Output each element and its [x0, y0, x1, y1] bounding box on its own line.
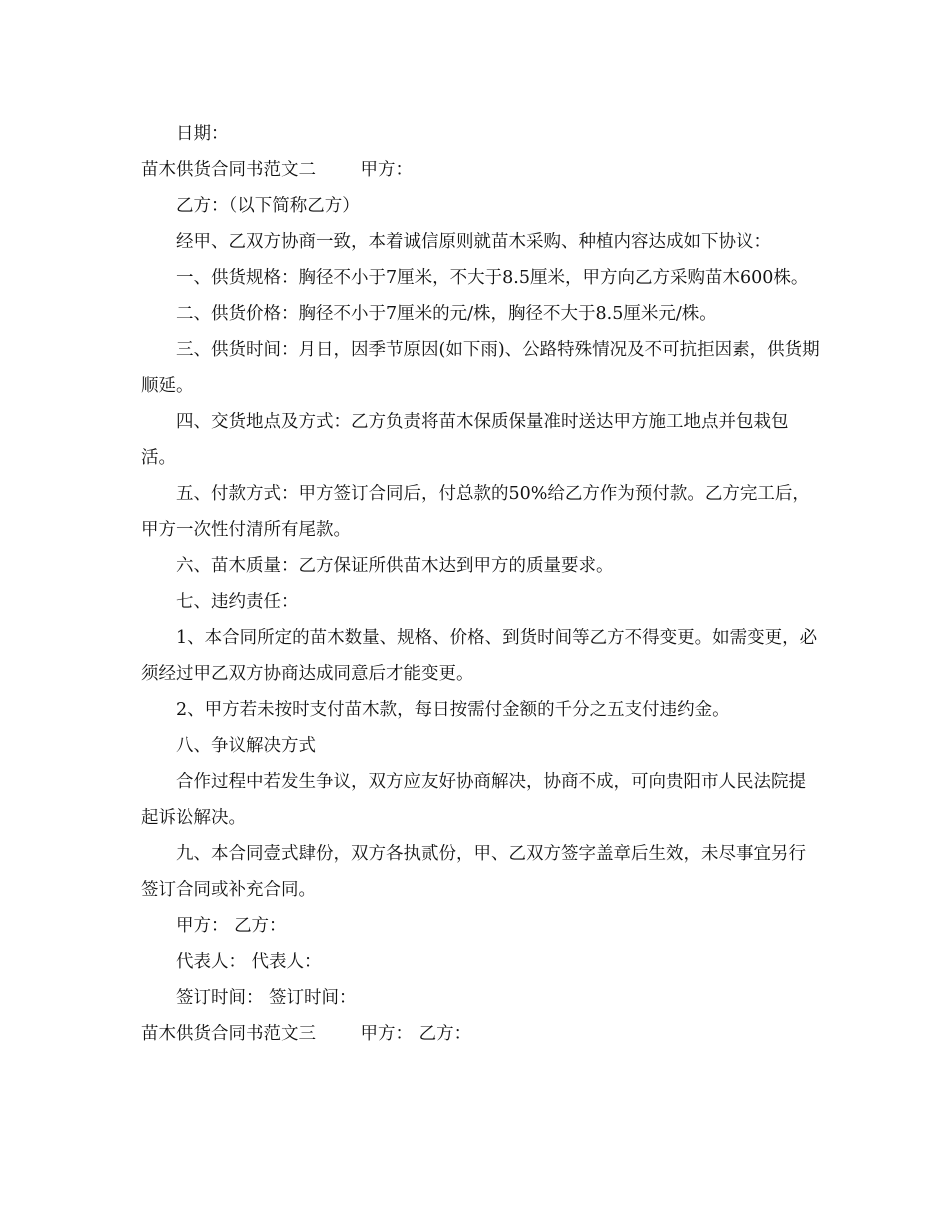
contract-body	[141, 116, 821, 1052]
clause-liability-2: 2、甲方若未按时支付苗木款，每日按需付金额的千分之五支付违约金。	[176, 700, 730, 720]
clause-delivery: 四、交货地点及方式：乙方负责将苗木保质保量准时送达甲方施工地点并包栽包活。	[141, 412, 789, 468]
clause-dispute-heading: 八、争议解决方式	[176, 736, 316, 756]
clause-copies: 九、本合同壹式肆份，双方各执贰份，甲、乙双方签字盖章后生效，未尽事宜另行签订合同或补充合同。	[141, 844, 806, 900]
agreement-intro: 经甲、乙双方协商一致，本着诚信原则就苗木采购、种植内容达成如下协议：	[176, 232, 771, 252]
clause-supply-spec: 一、供货规格：胸径不小于7厘米，不大于8.5厘米，甲方向乙方采购苗木600株。	[176, 268, 809, 288]
clause-liability-1: 1、本合同所定的苗木数量、规格、价格、到货时间等乙方不得变更。如需变更，必须经过甲乙双方协商达成同意后才能变更。	[141, 628, 818, 684]
signature-representatives: 代表人： 代表人：	[176, 952, 322, 972]
clause-quality: 六、苗木质量：乙方保证所供苗木达到甲方的质量要求。	[176, 556, 614, 576]
party-b-line: 乙方：（以下简称乙方）	[176, 196, 360, 216]
clause-liability-heading: 七、违约责任：	[176, 592, 299, 612]
date-line: 日期：	[176, 124, 229, 144]
clause-supply-time: 三、供货时间：月日，因季节原因(如下雨)、公路特殊情况及不可抗拒因素，供货期顺延。	[141, 340, 820, 396]
section-title-two: 苗木供货合同书范文二 甲方：	[141, 160, 414, 180]
clause-payment: 五、付款方式：甲方签订合同后，付总款的50%给乙方作为预付款。乙方完工后，甲方一次性付清所有尾款。	[141, 484, 810, 540]
clause-supply-price: 二、供货价格：胸径不小于7厘米的元/株，胸径不大于8.5厘米元/株。	[176, 304, 717, 324]
clause-dispute-body: 合作过程中若发生争议，双方应友好协商解决，协商不成，可向贵阳市人民法院提起诉讼解决。	[141, 772, 806, 828]
section-title-three: 苗木供货合同书范文三 甲方： 乙方：	[141, 1024, 472, 1044]
signature-dates: 签订时间： 签订时间：	[176, 988, 357, 1008]
signature-parties: 甲方： 乙方：	[176, 916, 287, 936]
